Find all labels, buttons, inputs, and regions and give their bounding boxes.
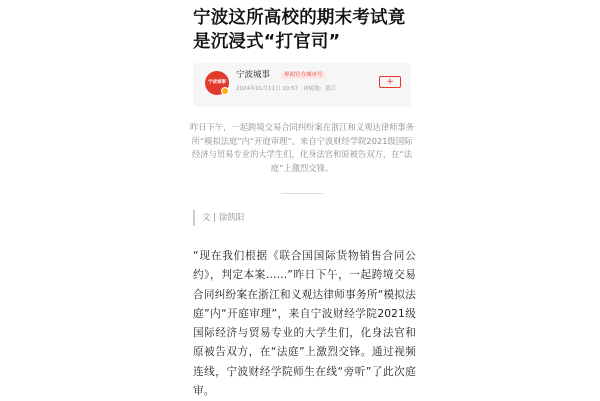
account-meta	[236, 86, 340, 93]
avatar-text: 宁波城事	[208, 80, 226, 86]
account-card[interactable]	[193, 63, 411, 107]
article-summary: 昨日下午，一起跨境交易合同纠纷案在浙江和义观达律师事务所“模拟法庭”内“开庭审理”。来自宁波财经学院2021级国际经济与贸易专业的大学生们，化身法官和原被告双方，在“法庭”上激烈交锋。	[189, 122, 415, 173]
ip-location: IP属地：浙江	[303, 86, 337, 92]
summary-divider	[281, 193, 323, 194]
account-tag: 界面官方城市号	[281, 72, 326, 79]
publish-date: 2024年01月11日 10:57	[236, 86, 299, 92]
article-title: 宁波这所高校的期末考试竟是沉浸式“打官司”	[193, 8, 406, 52]
follow-button[interactable]: +	[379, 76, 401, 88]
verified-badge-icon	[221, 87, 229, 95]
article-byline: 文 | 徐凯阳	[193, 210, 244, 226]
article-body: “现在我们根据《联合国国际货物销售合同公约》，判定本案……”昨日下午，一起跨境交易合同纠纷案在浙江和义观达律师事务所“模拟法庭”内“开庭审理”，来自宁波财经学院2021级国际经济与贸易专业的大学生们，化身法官和原被告双方，在“法庭”上激烈交锋。通过视频连线，宁波财经学院师生在线“旁听”了此次庭审。	[193, 250, 416, 398]
account-name[interactable]: 宁波城事	[236, 70, 271, 80]
